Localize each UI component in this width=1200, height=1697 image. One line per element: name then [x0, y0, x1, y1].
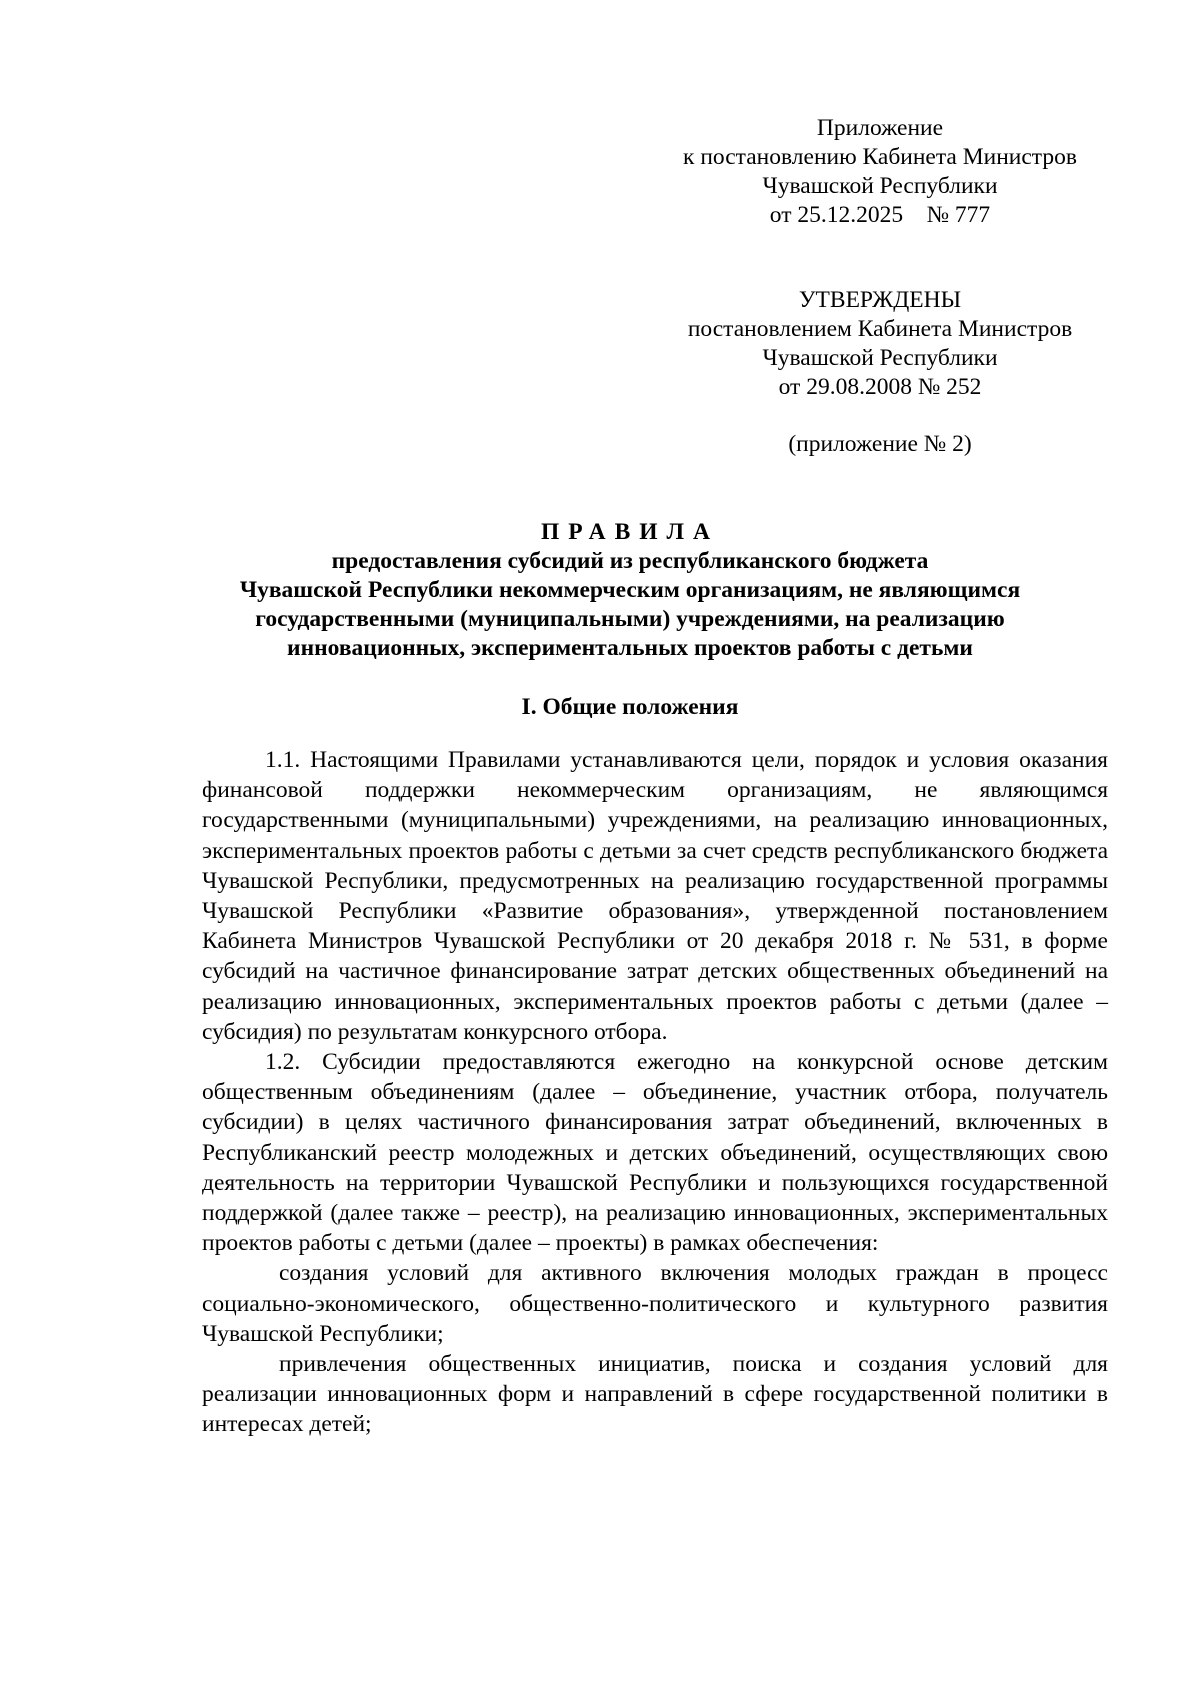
title-heading: ПРАВИЛА — [540, 519, 720, 545]
paragraph-list-item-1: создания условий для активного включения молодых граждан в процесс социально-экономического, общественно-политического и культурного развития Чувашской Республики; — [202, 1260, 1108, 1347]
title-line-4: инновационных, экспериментальных проектов работы с детьми — [287, 635, 973, 661]
paragraph-1-1: 1.1. Настоящими Правилами устанавливаются цели, порядок и условия оказания финансовой поддержки некоммерческим организациям, не являющимся государственными (муниципальными) учреждениями, на реализацию инновационных, экспериментальных проектов работы с детьми за счет средств республиканского бюджета Чувашской Республики, предусмотренных на реализацию государственной программы Чувашской Республики «Развитие образования», утвержденной постановлением Кабинета Министров Чувашской Республики от 20 декабря 2018 г. № 531, в форме субсидий на частичное финансирование затрат детских общественных объединений на реализацию инновационных, экспериментальных проектов работы с детьми (далее – субсидия) по результатам конкурсного отбора. — [202, 747, 1108, 1045]
title-line-1: предоставления субсидий из республиканского бюджета — [331, 548, 929, 574]
appendix-reference-block — [660, 114, 1100, 230]
appendix-republic-line: Чувашской Республики — [762, 173, 998, 199]
approved-republic-line: Чувашской Республики — [762, 345, 998, 371]
paragraph-list-item-2: привлечения общественных инициатив, поиска и создания условий для реализации инновационных форм и направлений в сфере государственной политики в интересах детей; — [202, 1351, 1108, 1438]
appendix-resolution-line: к постановлению Кабинета Министров — [683, 144, 1077, 170]
appendix-date-number: от 25.12.2025 № 777 — [769, 202, 991, 228]
appendix-number-note: (приложение № 2) — [788, 431, 972, 457]
paragraph-1-2: 1.2. Субсидии предоставляются ежегодно на конкурсной основе детским общественным объединениям (далее – объединение, участник отбора, получатель субсидии) в целях частичного финансирования затрат объединений, включенных в Республиканский реестр молодежных и детских объединений, осуществляющих свою деятельность на территории Чувашской Республики и пользующихся государственной поддержкой (далее также – реестр), на реализацию инновационных, экспериментальных проектов работы с детьми (далее – проекты) в рамках обеспечения: — [202, 1049, 1108, 1257]
title-line-2: Чувашской Республики некоммерческим организациям, не являющимся — [239, 577, 1021, 603]
appendix-label: Приложение — [816, 115, 944, 141]
title-line-3: государственными (муниципальными) учреждениями, на реализацию — [255, 606, 1005, 632]
section-heading: I. Общие положения — [521, 694, 739, 720]
approved-label: УТВЕРЖДЕНЫ — [798, 287, 962, 313]
approved-reference-block — [660, 286, 1100, 402]
approved-date-number: от 29.08.2008 № 252 — [778, 374, 982, 400]
section-body — [202, 745, 1108, 1440]
approved-resolution-line: постановлением Кабинета Министров — [687, 316, 1073, 342]
document-title — [150, 518, 1110, 663]
